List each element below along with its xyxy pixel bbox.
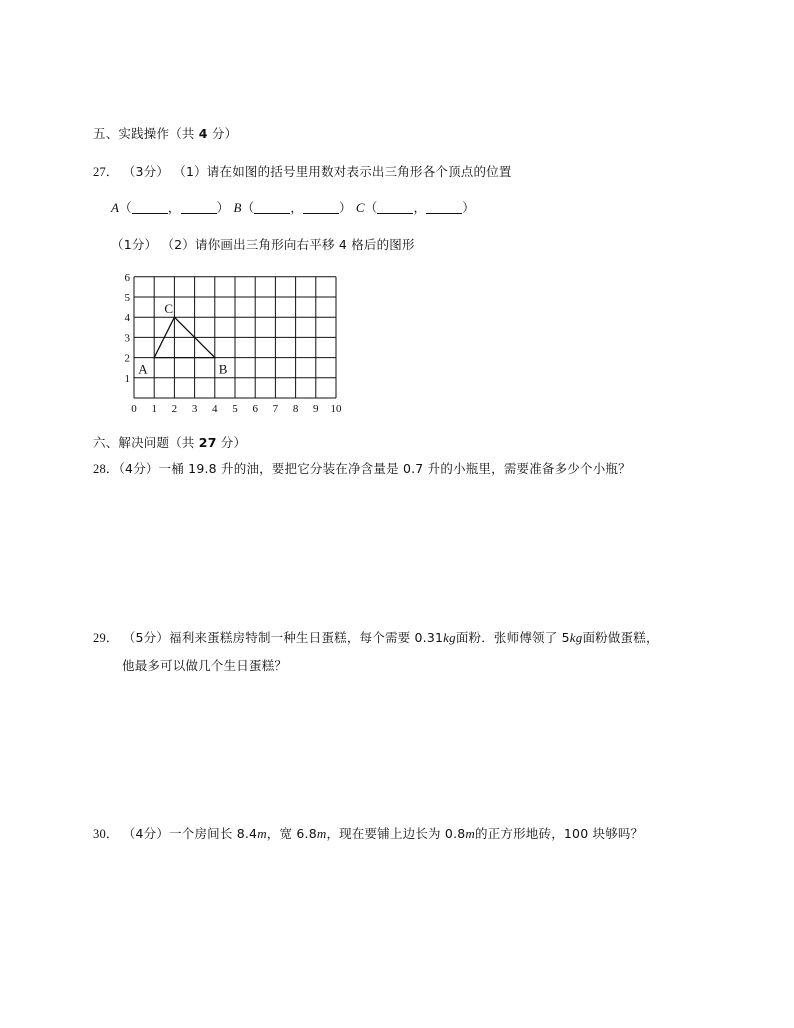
section-6-score: 27 bbox=[198, 435, 217, 450]
vertex-a-label: A bbox=[111, 200, 120, 215]
section-5-score: 4 bbox=[198, 126, 208, 141]
answer-blank[interactable] bbox=[181, 201, 217, 214]
question-points: （3分） bbox=[122, 164, 170, 179]
question-27-part-2 bbox=[111, 235, 415, 253]
answer-blank[interactable] bbox=[254, 201, 290, 214]
vertex-c-label: C bbox=[355, 200, 365, 215]
question-number: 27． bbox=[93, 165, 119, 179]
coordinate-grid bbox=[112, 270, 362, 420]
y-tick-label: 5 bbox=[124, 292, 130, 304]
x-tick-label: 1 bbox=[151, 403, 157, 415]
comma: ， bbox=[413, 200, 427, 215]
x-tick-label: 4 bbox=[212, 403, 218, 415]
question-points: （1分） bbox=[111, 237, 158, 252]
unit-m: m bbox=[465, 826, 475, 841]
question-text: ，宽 6.8 bbox=[266, 826, 317, 841]
answer-blank[interactable] bbox=[426, 201, 462, 214]
question-number: 30． bbox=[93, 827, 119, 841]
open-paren: （ bbox=[241, 200, 255, 215]
section-5-title: 五、实践操作（共 bbox=[93, 126, 195, 141]
question-text: 面粉做蛋糕， bbox=[582, 630, 659, 645]
answer-blank[interactable] bbox=[132, 201, 168, 214]
answer-blank[interactable] bbox=[303, 201, 339, 214]
close-paren: ） bbox=[216, 200, 230, 215]
comma: ， bbox=[167, 200, 181, 215]
y-tick-label: 4 bbox=[124, 312, 130, 325]
question-28 bbox=[93, 459, 631, 477]
question-text: 的正方形地砖，100 块够吗？ bbox=[475, 826, 644, 841]
y-tick-label: 3 bbox=[124, 332, 130, 345]
vertex-label: B bbox=[218, 361, 228, 377]
x-tick-label: 10 bbox=[330, 403, 342, 415]
question-text: ，现在要铺上边长为 0.8 bbox=[326, 826, 466, 841]
grid-svg bbox=[112, 270, 362, 420]
question-text: （5分）福利来蛋糕房特制一种生日蛋糕，每个需要 0.31 bbox=[122, 630, 444, 645]
question-text: （4分）一个房间长 8.4 bbox=[122, 826, 258, 841]
close-paren: ） bbox=[339, 200, 352, 215]
x-tick-label: 9 bbox=[313, 403, 319, 415]
question-number: 29． bbox=[93, 631, 119, 645]
question-text: 他最多可以做几个生日蛋糕？ bbox=[122, 658, 288, 673]
section-5-heading bbox=[93, 124, 237, 142]
section-6-title: 六、解决问题（共 bbox=[93, 435, 195, 450]
section-6-suffix: 分） bbox=[220, 435, 247, 450]
question-27 bbox=[93, 162, 512, 180]
x-tick-label: 8 bbox=[292, 403, 299, 415]
x-tick-label: 3 bbox=[191, 403, 198, 415]
x-tick-label: 5 bbox=[232, 403, 238, 415]
y-tick-label: 1 bbox=[124, 372, 130, 385]
question-number: 28． bbox=[93, 462, 119, 476]
y-tick-label: 2 bbox=[124, 352, 130, 365]
section-5-suffix: 分） bbox=[211, 126, 238, 141]
vertex-label: C bbox=[164, 301, 174, 317]
question-text: 面粉．张师傅领了 5 bbox=[455, 630, 570, 645]
answer-pairs-row bbox=[111, 198, 475, 216]
x-tick-label: 6 bbox=[252, 403, 258, 415]
x-tick-label: 7 bbox=[272, 403, 279, 415]
x-tick-label: 0 bbox=[131, 403, 137, 415]
question-text: （2）请你画出三角形向右平移 4 格后的图形 bbox=[161, 237, 415, 252]
answer-blank[interactable] bbox=[377, 201, 413, 214]
open-paren: （ bbox=[119, 200, 132, 215]
unit-kg: kg bbox=[443, 630, 456, 645]
open-paren: （ bbox=[364, 200, 378, 215]
comma: ， bbox=[290, 200, 304, 215]
question-29 bbox=[93, 628, 659, 646]
unit-m: m bbox=[257, 826, 267, 841]
y-tick-label: 6 bbox=[124, 271, 130, 284]
x-tick-label: 2 bbox=[171, 403, 178, 415]
vertex-b-label: B bbox=[233, 200, 242, 215]
vertex-label: A bbox=[138, 361, 148, 377]
unit-m: m bbox=[316, 826, 327, 841]
close-paren: ） bbox=[462, 200, 475, 215]
unit-kg: kg bbox=[569, 630, 583, 645]
question-29-line-2 bbox=[122, 656, 287, 674]
question-30 bbox=[93, 824, 643, 842]
section-6-heading bbox=[93, 433, 246, 451]
question-text: （1）请在如图的括号里用数对表示出三角形各个顶点的位置 bbox=[173, 164, 512, 179]
question-text: （4分）一桶 19.8 升的油，要把它分装在净含量是 0.7 升的小瓶里，需要准备多少个小瓶？ bbox=[118, 461, 631, 476]
